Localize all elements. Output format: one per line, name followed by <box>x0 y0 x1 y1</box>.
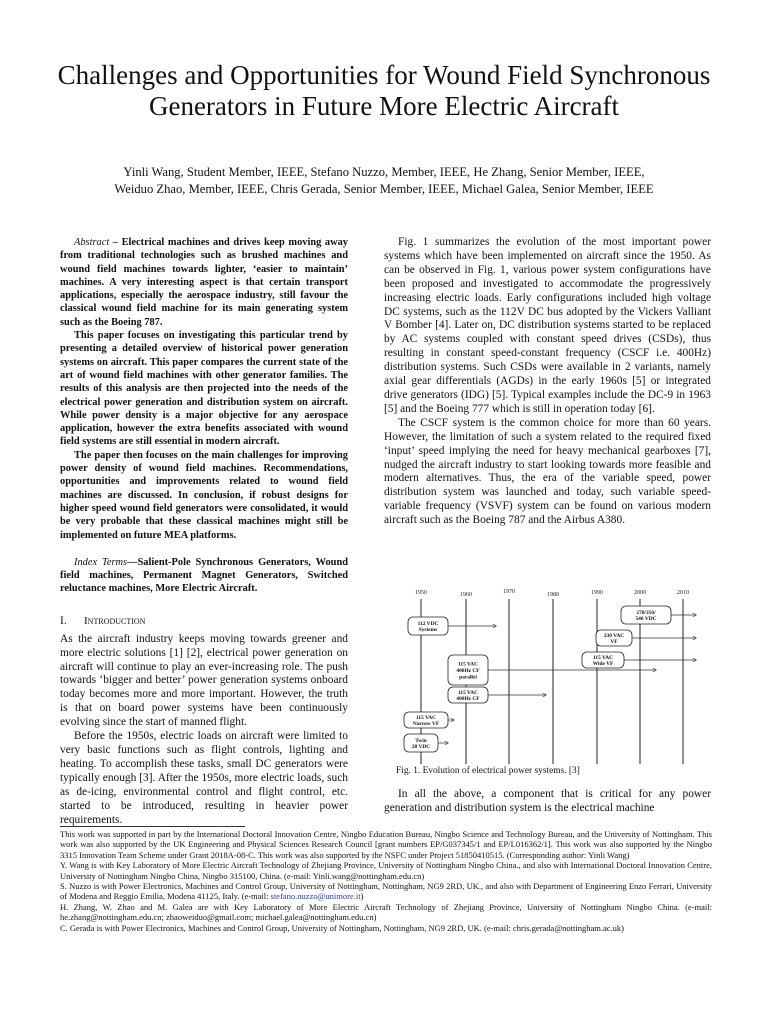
system-label: 270/350/ <box>636 609 656 616</box>
system-label: 400Hz CF <box>456 696 480 703</box>
year-label: 1980 <box>547 592 559 598</box>
year-label: 1990 <box>591 590 603 596</box>
footnote-rule <box>60 826 245 827</box>
index-terms-text: —Salient-Pole Synchronous Generators, Wound field machines, Permanent Magnet Generators, Switched reluctance machines, More Electric Aircraft. <box>60 556 348 595</box>
footnote-text: S. Nuzzo is with Power Electronics, Machines and Control Group, University of Nottingham, Nottingham, NG9 2RD, UK., and also with Department of Engineering Enzo Ferrari, University of Modena and Reggio Emilia, Modena 41125, Italy. (e-mail: <box>60 881 712 902</box>
timeline-diagram <box>396 584 712 772</box>
section-number: I. <box>60 614 67 627</box>
figure-caption: Fig. 1. Evolution of electrical power systems. [3] <box>396 766 580 776</box>
body-paragraph: Before the 1950s, electric loads on aircraft were limited to very basic functions such as flight controls, lighting and heating. To accomplish these tasks, small DC generators were typically enough [3]. After the 1950s, more electric loads, such as de-icing, environmental control and flight control, etc. started to be introduced, resulting in heavier power requirements. <box>60 730 348 826</box>
paper-title: Challenges and Opportunities for Wound Field Synchronous Generators in Future More Electric Aircraft <box>57 60 711 121</box>
footnote: This work was supported in part by the International Doctoral Innovation Centre, Ningbo Education Bureau, Ningbo Science and Technology Bureau, and the University of Nottingham. This work was also supported by the UK Engineering and Physical Sciences Research Council [grant numbers EP/G037345/1 and EP/L016362/1]. This work was also supported by the Ningbo 3315 Innovation Team Scheme under Grant 2018A-08-C. This work was also supported by the NSFC under Project 51850410515. (Corresponding author: Yinli Wang) <box>60 829 712 860</box>
system-label: Narrow VF <box>412 721 440 728</box>
abstract-paragraph: The paper then focuses on the main challenges for improving power density of wound field machines. Recommendations, opportunities and improvements related to wound field machines are discussed. In conclusion, if robust designs for higher speed wound field generators were consolidated, it would be very probable that these classical machines might still be implemented on future MEA platforms. <box>60 449 348 541</box>
system-label: 28 VDC <box>411 744 431 751</box>
body-paragraph: The CSCF system is the common choice for more than 60 years. However, the limitation of such a system related to the required fixed ‘input’ speed implying the need for heavy mechanical gearboxes [7], nudged the aircraft industry to start looking towards more feasible and modern alternatives. Thus, the era of the variable speed, power distribution system was launched and today, such variable speed-variable frequency (VSVF) system can be found on various modern aircraft such as the Boeing 787 and the Airbus A380. <box>384 416 711 527</box>
system-label: 540 VDC <box>635 616 657 623</box>
abstract-paragraph <box>60 236 348 329</box>
system-label: Wide VF <box>592 661 614 668</box>
email-link[interactable]: stefano.nuzzo@unimore.it <box>270 891 361 902</box>
system-label: 115 VAC <box>592 654 614 661</box>
author-list <box>40 164 728 198</box>
system-label: 115 VAC <box>457 661 479 668</box>
system-label: VF <box>610 639 618 646</box>
author-line: Yinli Wang, Student Member, IEEE, Stefano Nuzzo, Member, IEEE, He Zhang, Senior Member, IEEE, <box>123 165 645 179</box>
author-line: Weiduo Zhao, Member, IEEE, Chris Gerada, Senior Member, IEEE, Michael Galea, Senior Member, IEEE <box>114 182 654 196</box>
system-label: Systems <box>418 627 438 634</box>
body-paragraph: Fig. 1 summarizes the evolution of the most important power systems which have been implemented on aircraft since the 1950. As can be observed in Fig. 1, various power system configurations have been proposed and investigated to accommodate the progressively increasing electric loads. Early configurations included high voltage DC systems, such as the 112V DC bus adopted by the Vickers Valliant V Bomber [4]. Later on, DC distribution systems started to be replaced by AC systems coupled with constant speed drives (CSDs), thus resulting in constant speed-constant frequency (CSCF i.e. 400Hz) distribution systems. Such CSDs were available in 2 variants, namely axial gear differentials (AGDs) in the early 1960s [5] or integrated drive generators (IDG) [5]. Typical examples include the DC-9 in 1963 [5] and the Boeing 777 which is still in operation today [6]. <box>384 236 711 415</box>
index-terms-label: Index Terms <box>74 556 128 568</box>
system-label: 112 VDC <box>417 620 439 627</box>
system-label: 115 VAC <box>457 689 479 696</box>
footnote <box>60 881 712 902</box>
abstract-paragraph: This paper focuses on investigating this particular trend by presenting a detailed overview of historical power generation systems on aircraft. This paper compares the current state of the art of wound field machines with other generator families. The results of this analysis are then projected into the needs of the electrical power generation and distribution system on aircraft. While power density is a major objective for any aerospace application, however the extra benefits associated with wound field systems are still essential in modern aircraft. <box>60 330 348 448</box>
section-title: Introduction <box>84 614 146 627</box>
section-heading <box>60 615 348 627</box>
year-label: 2000 <box>634 590 646 596</box>
footnotes <box>60 829 712 933</box>
figure-timeline <box>396 584 712 772</box>
system-label: parallel <box>459 674 477 681</box>
abstract-text: – Electrical machines and drives keep moving away from traditional technologies such as brushed machines and wound field machines towards lighter, ‘easier to maintain’ machines. A very interesting aspect is that certain transport applications, especially the aerospace industry, still favour the classical wound field machine for its main generating system such as the Boeing 787. <box>60 237 348 328</box>
body-paragraph: As the aircraft industry keeps moving towards greener and more electric solutions [1] [2], electrical power generation on aircraft will continue to play an ever-increasing role. The push towards ‘bigger and better’ power generation systems onboard today becomes more and more important. However, the truth is that on board power systems have been continuously evolving since the start of manned flight. <box>60 632 348 729</box>
system-label: 115 VAC <box>415 714 437 721</box>
system-label: 400Hz CF <box>456 668 480 674</box>
footnote: H. Zhang, W. Zhao and M. Galea are with Key Laboratory of More Electric Aircraft Technology of Zhejiang Province, University of Nottingham Ningbo China. (e-mail: he.zhang@nottingham.edu.cn; zhaoweiduo@gmail.com; michael.galea@nottingham.edu.cn) <box>60 901 712 923</box>
abstract-label: Abstract <box>74 237 110 248</box>
right-column <box>384 236 711 528</box>
system-label: 230 VAC <box>603 632 625 639</box>
year-label: 1960 <box>460 592 472 598</box>
left-column <box>60 236 348 827</box>
footnote: C. Gerada is with Power Electronics, Machines and Control Group, University of Nottingham, Nottingham, NG9 2RD, UK. (e-mail: chris.gerada@nottingham.ac.uk) <box>60 922 624 933</box>
index-terms <box>60 556 348 596</box>
year-label: 1950 <box>415 590 427 596</box>
footnote-text: ) <box>360 891 364 902</box>
footnote: Y. Wang is with Key Laboratory of More Electric Aircraft Technology of Zhejiang Province, University of Nottingham Ningbo China., and also with International Doctoral Innovation Centre, University of Nottingham Ningbo China, Ningbo 315100, China. (e-mail: Yinli.wang@nottingham.edu.cn) <box>60 860 712 881</box>
body-paragraph: In all the above, a component that is critical for any power generation and distribution system is the electrical machine <box>384 788 711 814</box>
year-label: 2010 <box>677 590 689 596</box>
system-label: Twin <box>415 737 427 744</box>
right-column-continued <box>384 788 711 816</box>
year-label: 1970 <box>503 589 515 595</box>
